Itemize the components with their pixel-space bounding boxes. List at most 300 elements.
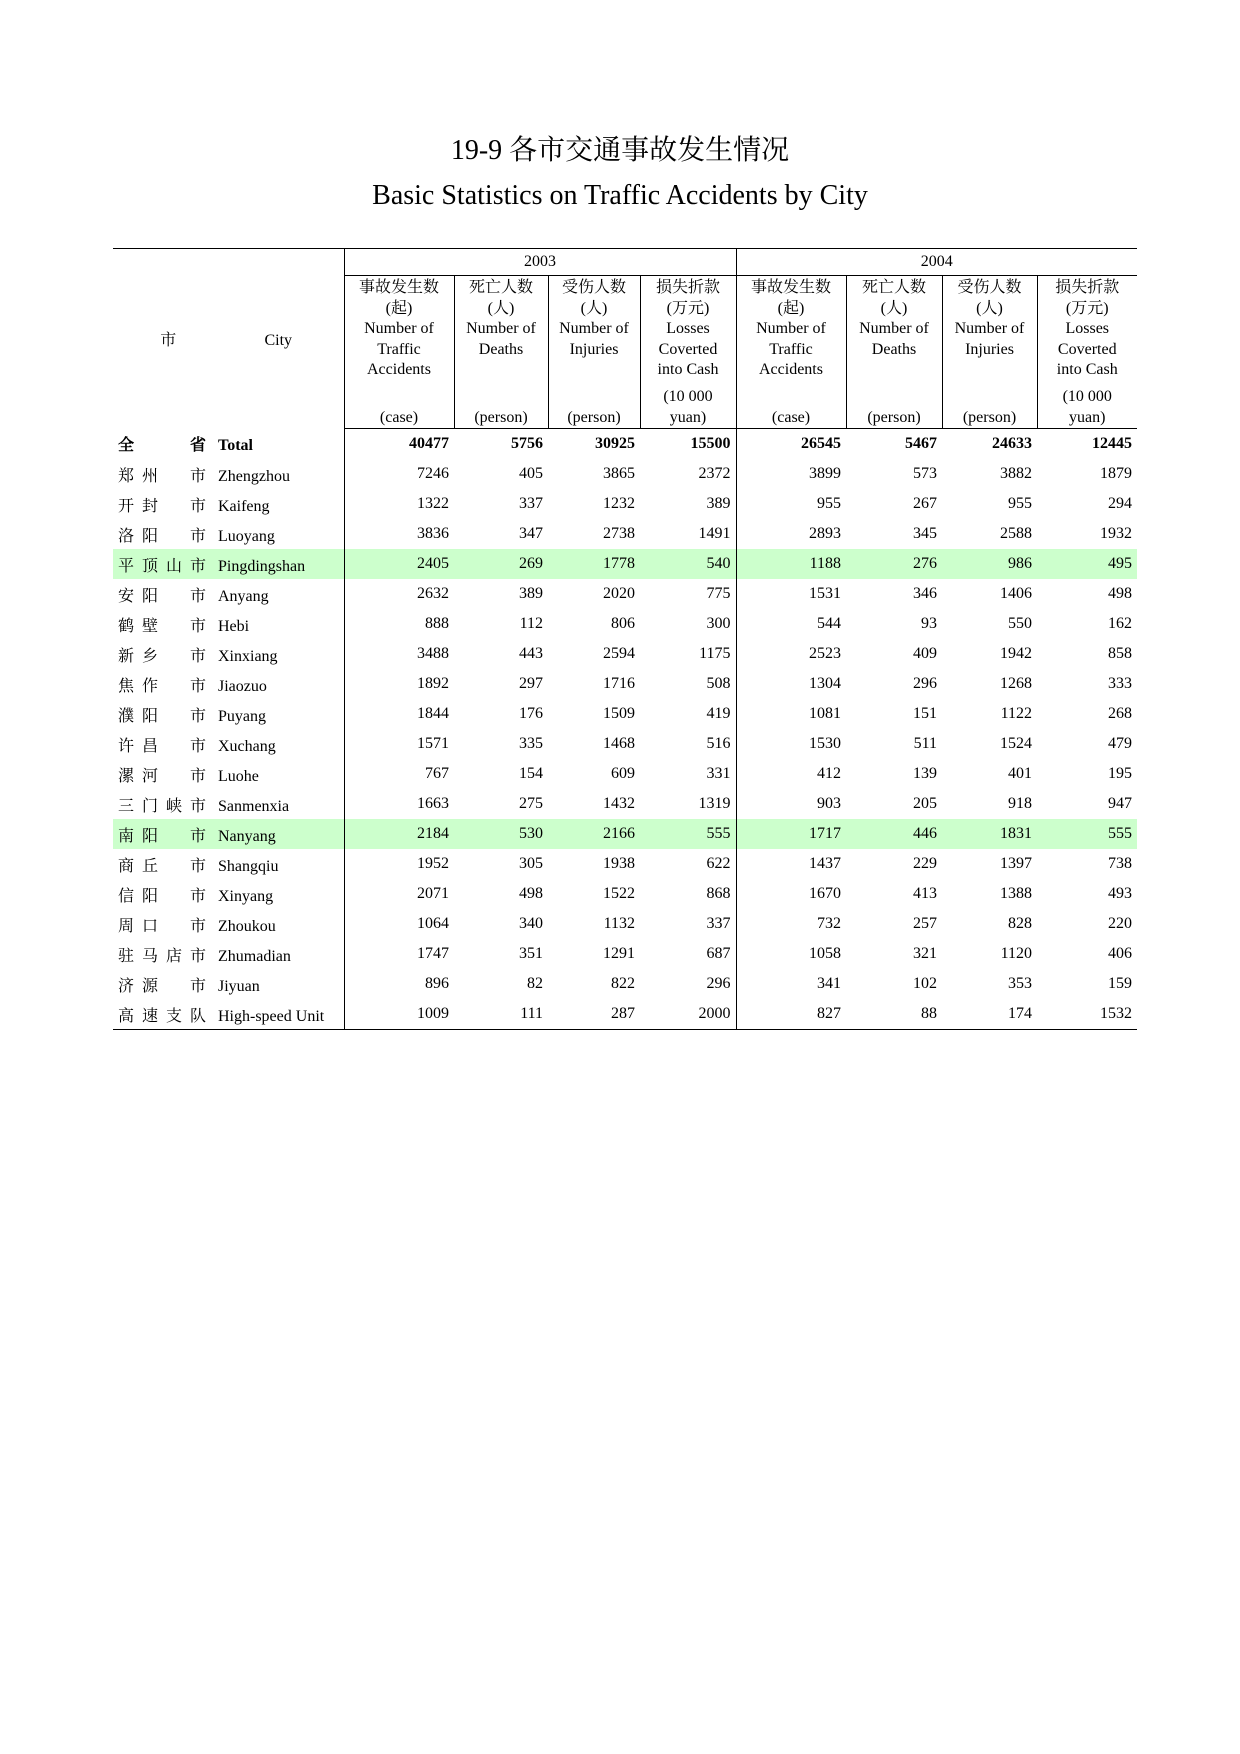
value-cell-2003-2: 287 bbox=[548, 999, 640, 1030]
value-cell-2003-1: 530 bbox=[454, 819, 548, 849]
city-name-cell bbox=[113, 849, 344, 879]
col-header-unit: (10 000 yuan) bbox=[663, 388, 713, 426]
table-row bbox=[113, 789, 1137, 819]
city-name-cn-char: 市 bbox=[190, 887, 207, 905]
city-name-cell bbox=[113, 669, 344, 699]
value-cell-2004-2: 1397 bbox=[1000, 855, 1032, 872]
value-cell-2003-3: 331 bbox=[706, 765, 731, 782]
city-name-cn bbox=[113, 583, 218, 606]
table-row bbox=[113, 909, 1137, 939]
value-cell-2003-2: 806 bbox=[611, 615, 635, 632]
city-name-en: Pingdingshan bbox=[218, 557, 306, 575]
value-cell-2003-1: 5756 bbox=[511, 435, 543, 452]
value-cell-2003-1: 297 bbox=[519, 675, 543, 692]
value-cell-2003-1: 337 bbox=[519, 495, 543, 512]
value-cell-2004-2: 401 bbox=[1008, 765, 1032, 782]
col-header-en: Losses Coverted into Cash bbox=[1056, 320, 1118, 378]
table-row bbox=[113, 519, 1137, 549]
value-cell-2004-3: 495 bbox=[1037, 549, 1137, 579]
col-header-en: Losses Coverted into Cash bbox=[657, 320, 719, 378]
city-name-cn-char: 省 bbox=[190, 437, 207, 455]
value-cell-2004-1: 102 bbox=[913, 975, 937, 992]
value-cell-2003-1: 176 bbox=[519, 705, 543, 722]
value-cell-2004-1: 267 bbox=[913, 495, 937, 512]
value-cell-2003-2: 609 bbox=[611, 765, 635, 782]
city-name-cell bbox=[113, 699, 344, 729]
city-name-cn-char: 市 bbox=[190, 677, 207, 695]
city-name-cn-char: 顶 bbox=[142, 557, 159, 575]
table-row bbox=[113, 819, 1137, 849]
value-cell-2004-1: 296 bbox=[913, 675, 937, 692]
col-header-unit: (10 000 yuan) bbox=[1062, 388, 1112, 426]
value-cell-2003-3: 516 bbox=[706, 735, 731, 752]
city-name-cn-char: 安 bbox=[118, 587, 135, 605]
year-header-row bbox=[113, 249, 1137, 276]
value-cell-2004-0: 827 bbox=[736, 999, 846, 1030]
value-cell-2003-1: 269 bbox=[454, 549, 548, 579]
col-header-en: Number of Deaths bbox=[466, 320, 536, 358]
city-name-cell bbox=[113, 909, 344, 939]
column-header-2004-1 bbox=[846, 276, 942, 429]
value-cell-2003-3: 296 bbox=[706, 975, 731, 992]
city-name-en: Hebi bbox=[218, 617, 250, 635]
city-name-cn bbox=[113, 613, 218, 636]
value-cell-2003-3: 1175 bbox=[699, 645, 731, 662]
city-name-cell bbox=[113, 579, 344, 609]
city-name-cn-char: 商 bbox=[118, 857, 135, 875]
city-name-en: Total bbox=[218, 437, 253, 455]
city-name-cn-char: 市 bbox=[190, 737, 207, 755]
city-name-cn bbox=[113, 853, 218, 876]
city-name-cn-char: 市 bbox=[190, 707, 207, 725]
city-name-cn-char: 周 bbox=[118, 917, 135, 935]
value-cell-2003-2: 1291 bbox=[603, 945, 635, 962]
city-name-cn bbox=[113, 463, 218, 486]
value-cell-2004-2: 986 bbox=[942, 549, 1037, 579]
city-name-cn bbox=[113, 883, 218, 906]
value-cell-2004-2: 828 bbox=[1008, 915, 1032, 932]
value-cell-2004-3: 12445 bbox=[1092, 435, 1132, 452]
city-name-cn-char: 开 bbox=[118, 497, 135, 515]
city-name-cell bbox=[113, 459, 344, 489]
table-row bbox=[113, 759, 1137, 789]
value-cell-2004-3: 947 bbox=[1108, 795, 1132, 812]
table-row bbox=[113, 939, 1137, 969]
city-name-cn-char: 店 bbox=[166, 947, 183, 965]
value-cell-2004-3: 294 bbox=[1108, 495, 1132, 512]
value-cell-2004-3: 268 bbox=[1108, 705, 1132, 722]
city-name-cn-char: 市 bbox=[190, 647, 207, 665]
value-cell-2004-2: 24633 bbox=[992, 435, 1032, 452]
city-name-cn bbox=[113, 823, 218, 846]
city-name-cell bbox=[113, 969, 344, 999]
value-cell-2004-2: 1120 bbox=[1000, 945, 1032, 962]
value-cell-2004-1: 229 bbox=[913, 855, 937, 872]
value-cell-2004-0: 732 bbox=[736, 909, 846, 939]
value-cell-2003-1: 111 bbox=[454, 999, 548, 1030]
col-header-cn: 死亡人数 bbox=[468, 279, 533, 296]
city-name-cell bbox=[113, 609, 344, 639]
city-name-cn-char: 马 bbox=[142, 947, 159, 965]
value-cell-2003-2: 1778 bbox=[548, 549, 640, 579]
table-row bbox=[113, 849, 1137, 879]
table-row bbox=[113, 999, 1137, 1030]
col-header-unit: (person) bbox=[867, 408, 921, 426]
value-cell-2004-2: 1388 bbox=[1000, 885, 1032, 902]
value-cell-2003-1: 405 bbox=[519, 465, 543, 482]
col-header-unit: (person) bbox=[567, 408, 621, 426]
city-name-en: Sanmenxia bbox=[218, 797, 290, 815]
value-cell-2004-3: 162 bbox=[1108, 615, 1132, 632]
col-header-en: Number of Deaths bbox=[859, 320, 929, 358]
value-cell-2003-0: 1952 bbox=[344, 849, 454, 879]
city-name-cn-char: 新 bbox=[118, 647, 135, 665]
value-cell-2004-2: 3882 bbox=[1000, 465, 1032, 482]
city-header-en: City bbox=[264, 332, 293, 350]
value-cell-2004-1: 409 bbox=[913, 645, 937, 662]
value-cell-2003-3: 555 bbox=[640, 819, 736, 849]
value-cell-2003-2: 1232 bbox=[603, 495, 635, 512]
city-name-cn bbox=[113, 673, 218, 696]
value-cell-2004-1: 151 bbox=[913, 705, 937, 722]
value-cell-2003-3: 300 bbox=[706, 615, 731, 632]
value-cell-2004-1: 88 bbox=[846, 999, 942, 1030]
value-cell-2004-1: 321 bbox=[913, 945, 937, 962]
value-cell-2003-0: 3488 bbox=[344, 639, 454, 669]
column-header-2003-1 bbox=[454, 276, 548, 429]
city-name-cn-char: 作 bbox=[142, 677, 159, 695]
table-row bbox=[113, 549, 1137, 579]
value-cell-2004-1: 413 bbox=[913, 885, 937, 902]
value-cell-2003-1: 305 bbox=[519, 855, 543, 872]
city-name-cn-char: 市 bbox=[190, 917, 207, 935]
value-cell-2004-1: 446 bbox=[846, 819, 942, 849]
value-cell-2003-2: 822 bbox=[611, 975, 635, 992]
col-header-cn-unit: (起) bbox=[777, 299, 805, 317]
value-cell-2003-0: 767 bbox=[344, 759, 454, 789]
city-name-cn-char: 支 bbox=[166, 1007, 183, 1025]
city-name-cn-char: 全 bbox=[118, 437, 135, 455]
table-row bbox=[113, 579, 1137, 609]
value-cell-2004-3: 738 bbox=[1108, 855, 1132, 872]
value-cell-2003-1: 389 bbox=[519, 585, 543, 602]
col-header-en: Number of Traffic Accidents bbox=[756, 320, 826, 378]
column-header-2004-0 bbox=[736, 276, 846, 429]
value-cell-2004-3: 220 bbox=[1108, 915, 1132, 932]
value-cell-2004-2: 955 bbox=[1008, 495, 1032, 512]
value-cell-2004-1: 5467 bbox=[905, 435, 937, 452]
city-name-cn-char: 口 bbox=[142, 917, 159, 935]
column-header-2003-3 bbox=[640, 276, 736, 429]
city-name-en: Zhoukou bbox=[218, 917, 276, 935]
city-name-cell bbox=[113, 489, 344, 519]
value-cell-2003-2: 1716 bbox=[603, 675, 635, 692]
value-cell-2004-3: 406 bbox=[1108, 945, 1132, 962]
value-cell-2003-1: 335 bbox=[519, 735, 543, 752]
city-name-cell bbox=[113, 639, 344, 669]
value-cell-2003-0: 2184 bbox=[344, 819, 454, 849]
city-name-cn-char: 阳 bbox=[142, 527, 159, 545]
value-cell-2004-3: 498 bbox=[1108, 585, 1132, 602]
city-name-cn-char: 壁 bbox=[142, 617, 159, 635]
city-name-cn-char: 郑 bbox=[118, 467, 135, 485]
value-cell-2003-3: 508 bbox=[706, 675, 731, 692]
city-name-cn-char: 阳 bbox=[142, 887, 159, 905]
col-header-unit: (case) bbox=[379, 408, 419, 426]
value-cell-2004-3: 555 bbox=[1037, 819, 1137, 849]
statistics-table-container bbox=[113, 248, 1137, 1030]
table-row bbox=[113, 969, 1137, 999]
value-cell-2003-0: 1663 bbox=[344, 789, 454, 819]
value-cell-2003-0: 1064 bbox=[344, 909, 454, 939]
table-row bbox=[113, 879, 1137, 909]
city-name-cell bbox=[113, 549, 344, 579]
value-cell-2004-0: 412 bbox=[736, 759, 846, 789]
table-row bbox=[113, 729, 1137, 759]
city-name-cn-char: 市 bbox=[190, 527, 207, 545]
value-cell-2004-2: 1524 bbox=[1000, 735, 1032, 752]
city-name-cn-char: 市 bbox=[190, 557, 207, 575]
column-header-2004-3 bbox=[1037, 276, 1137, 429]
value-cell-2004-2: 1831 bbox=[942, 819, 1037, 849]
value-cell-2004-1: 345 bbox=[913, 525, 937, 542]
table-row bbox=[113, 459, 1137, 489]
city-name-cn-char: 州 bbox=[142, 467, 159, 485]
total-row bbox=[113, 429, 1137, 460]
value-cell-2003-3: 389 bbox=[706, 495, 731, 512]
value-cell-2003-2: 2594 bbox=[603, 645, 635, 662]
col-header-cn-unit: (人) bbox=[880, 299, 908, 317]
city-name-cn-char: 封 bbox=[142, 497, 159, 515]
col-header-cn: 受伤人数 bbox=[957, 279, 1022, 296]
city-name-cell bbox=[113, 999, 344, 1030]
value-cell-2004-2: 1942 bbox=[1000, 645, 1032, 662]
value-cell-2003-0: 2405 bbox=[344, 549, 454, 579]
value-cell-2003-3: 15500 bbox=[690, 435, 731, 452]
col-header-cn-unit: (人) bbox=[487, 299, 515, 317]
city-name-cn-char: 丘 bbox=[142, 857, 159, 875]
city-name-cell bbox=[113, 939, 344, 969]
city-name-cn-char: 阳 bbox=[142, 707, 159, 725]
value-cell-2003-3: 622 bbox=[706, 855, 731, 872]
city-name-cn-char: 焦 bbox=[118, 677, 135, 695]
city-name-cn-char: 门 bbox=[142, 797, 159, 815]
city-name-en: Xuchang bbox=[218, 737, 276, 755]
city-name-cn-char: 许 bbox=[118, 737, 135, 755]
value-cell-2003-2: 1468 bbox=[603, 735, 635, 752]
value-cell-2004-3: 1932 bbox=[1100, 525, 1132, 542]
city-name-cn-char: 濮 bbox=[118, 707, 135, 725]
value-cell-2003-1: 154 bbox=[519, 765, 543, 782]
city-header-cn: 市 bbox=[160, 332, 177, 350]
value-cell-2003-3: 775 bbox=[706, 585, 731, 602]
city-name-cn bbox=[113, 763, 218, 786]
value-cell-2003-2: 1509 bbox=[603, 705, 635, 722]
value-cell-2004-0: 1304 bbox=[736, 669, 846, 699]
city-name-cn-char: 源 bbox=[142, 977, 159, 995]
value-cell-2004-1: 511 bbox=[913, 735, 937, 752]
city-name-cell bbox=[113, 429, 344, 460]
year-2004-header: 2004 bbox=[736, 249, 1137, 276]
value-cell-2003-3: 868 bbox=[706, 885, 731, 902]
value-cell-2004-2: 1406 bbox=[1000, 585, 1032, 602]
value-cell-2004-0: 1717 bbox=[736, 819, 846, 849]
value-cell-2004-3: 858 bbox=[1108, 645, 1132, 662]
value-cell-2003-0: 1009 bbox=[344, 999, 454, 1030]
value-cell-2003-0: 1571 bbox=[344, 729, 454, 759]
city-name-cn bbox=[113, 493, 218, 516]
city-name-cn-char: 速 bbox=[142, 1007, 159, 1025]
value-cell-2004-0: 955 bbox=[736, 489, 846, 519]
col-header-en: Number of Traffic Accidents bbox=[364, 320, 434, 378]
col-header-unit: (case) bbox=[771, 408, 811, 426]
value-cell-2004-0: 2523 bbox=[736, 639, 846, 669]
value-cell-2003-0: 896 bbox=[344, 969, 454, 999]
city-name-cn-char: 信 bbox=[118, 887, 135, 905]
value-cell-2003-2: 2166 bbox=[548, 819, 640, 849]
col-header-cn-unit: (万元) bbox=[1065, 299, 1109, 317]
value-cell-2003-2: 1432 bbox=[603, 795, 635, 812]
table-row bbox=[113, 489, 1137, 519]
city-name-cn-char: 市 bbox=[190, 467, 207, 485]
city-name-cn bbox=[113, 703, 218, 726]
col-header-cn: 损失折款 bbox=[1055, 279, 1120, 296]
value-cell-2004-3: 493 bbox=[1108, 885, 1132, 902]
value-cell-2003-3: 1491 bbox=[698, 525, 731, 542]
value-cell-2004-0: 903 bbox=[736, 789, 846, 819]
col-header-cn-unit: (人) bbox=[976, 299, 1003, 317]
city-name-cn-char: 南 bbox=[118, 827, 135, 845]
city-name-cn-char: 市 bbox=[190, 977, 207, 995]
city-name-cn bbox=[113, 553, 218, 576]
value-cell-2004-0: 1530 bbox=[736, 729, 846, 759]
year-2003-header: 2003 bbox=[344, 249, 736, 276]
city-name-cn bbox=[113, 523, 218, 546]
city-name-en: Xinyang bbox=[218, 887, 274, 905]
value-cell-2003-2: 2738 bbox=[603, 525, 635, 542]
city-name-cn bbox=[113, 432, 218, 455]
table-body bbox=[113, 429, 1137, 1030]
value-cell-2003-0: 1322 bbox=[344, 489, 454, 519]
value-cell-2003-0: 1844 bbox=[344, 699, 454, 729]
city-name-en: Kaifeng bbox=[218, 497, 270, 515]
city-name-cn-char: 驻 bbox=[118, 947, 135, 965]
value-cell-2004-2: 1122 bbox=[1000, 705, 1032, 722]
value-cell-2003-1: 82 bbox=[527, 975, 543, 992]
title-english: Basic Statistics on Traffic Accidents by City bbox=[372, 180, 868, 211]
city-name-cn-char: 洛 bbox=[118, 527, 135, 545]
col-header-en: Number of Injuries bbox=[954, 320, 1025, 358]
city-name-en: Puyang bbox=[218, 707, 266, 725]
value-cell-2003-3: 1319 bbox=[698, 795, 731, 812]
value-cell-2003-0: 2071 bbox=[344, 879, 454, 909]
value-cell-2003-3: 2372 bbox=[698, 465, 731, 482]
city-name-en: Jiaozuo bbox=[218, 677, 267, 695]
value-cell-2003-3: 687 bbox=[706, 945, 731, 962]
value-cell-2004-0: 1531 bbox=[736, 579, 846, 609]
city-name-cn-char: 平 bbox=[118, 557, 135, 575]
col-header-unit: (person) bbox=[474, 408, 528, 426]
value-cell-2004-0: 1670 bbox=[736, 879, 846, 909]
value-cell-2003-2: 3865 bbox=[603, 465, 635, 482]
value-cell-2003-2: 1522 bbox=[603, 885, 635, 902]
city-name-cn-char: 昌 bbox=[142, 737, 159, 755]
value-cell-2004-3: 195 bbox=[1108, 765, 1132, 782]
col-header-cn-unit: (人) bbox=[580, 299, 608, 317]
city-name-en: Jiyuan bbox=[218, 977, 260, 995]
value-cell-2004-3: 479 bbox=[1108, 735, 1132, 752]
value-cell-2003-1: 347 bbox=[519, 525, 543, 542]
value-cell-2003-2: 1938 bbox=[603, 855, 635, 872]
city-name-cn bbox=[113, 643, 218, 666]
value-cell-2004-0: 3899 bbox=[736, 459, 846, 489]
city-name-cn-char: 山 bbox=[166, 557, 183, 575]
value-cell-2003-1: 275 bbox=[519, 795, 543, 812]
column-header-2003-2 bbox=[548, 276, 640, 429]
city-name-cn-char: 阳 bbox=[142, 587, 159, 605]
city-name-en: Luohe bbox=[218, 767, 259, 785]
value-cell-2003-2: 1132 bbox=[603, 915, 635, 932]
city-name-cn-char: 阳 bbox=[142, 827, 159, 845]
city-name-en: Zhengzhou bbox=[218, 467, 290, 485]
city-name-cn-char: 队 bbox=[190, 1007, 207, 1025]
value-cell-2004-0: 2893 bbox=[736, 519, 846, 549]
city-name-cn bbox=[113, 973, 218, 996]
city-name-en: Anyang bbox=[218, 587, 269, 605]
value-cell-2003-3: 419 bbox=[706, 705, 731, 722]
col-header-cn: 受伤人数 bbox=[561, 279, 626, 296]
city-name-en: Nanyang bbox=[218, 827, 276, 845]
table-row bbox=[113, 699, 1137, 729]
city-name-cn-char: 漯 bbox=[118, 767, 135, 785]
value-cell-2004-1: 276 bbox=[846, 549, 942, 579]
value-cell-2003-0: 7246 bbox=[344, 459, 454, 489]
table-row bbox=[113, 609, 1137, 639]
value-cell-2003-3: 2000 bbox=[640, 999, 736, 1030]
city-name-cn bbox=[113, 943, 218, 966]
value-cell-2003-0: 2632 bbox=[344, 579, 454, 609]
col-header-cn: 损失折款 bbox=[655, 279, 720, 296]
value-cell-2003-2: 30925 bbox=[595, 435, 635, 452]
col-header-en: Number of Injuries bbox=[559, 320, 629, 358]
value-cell-2003-1: 112 bbox=[519, 615, 543, 632]
city-name-cn bbox=[113, 793, 218, 816]
city-name-cn-char: 鹤 bbox=[118, 617, 135, 635]
city-name-cn-char: 峡 bbox=[166, 797, 183, 815]
value-cell-2004-1: 93 bbox=[921, 615, 937, 632]
value-cell-2003-1: 351 bbox=[519, 945, 543, 962]
city-name-cn-char: 河 bbox=[142, 767, 159, 785]
city-name-cn-char: 市 bbox=[190, 617, 207, 635]
city-column-header bbox=[113, 249, 344, 429]
value-cell-2004-1: 573 bbox=[913, 465, 937, 482]
value-cell-2003-0: 40477 bbox=[344, 429, 454, 460]
city-name-cell bbox=[113, 759, 344, 789]
city-name-cn-char: 市 bbox=[190, 827, 207, 845]
value-cell-2003-1: 340 bbox=[519, 915, 543, 932]
col-header-cn: 事故发生数 bbox=[750, 279, 831, 296]
value-cell-2004-0: 341 bbox=[736, 969, 846, 999]
value-cell-2004-2: 1268 bbox=[1000, 675, 1032, 692]
city-name-cn-char: 市 bbox=[190, 767, 207, 785]
value-cell-2004-0: 1188 bbox=[736, 549, 846, 579]
value-cell-2004-3: 1532 bbox=[1037, 999, 1137, 1030]
value-cell-2003-0: 3836 bbox=[344, 519, 454, 549]
table-row bbox=[113, 669, 1137, 699]
value-cell-2004-1: 205 bbox=[913, 795, 937, 812]
table-row bbox=[113, 639, 1137, 669]
value-cell-2004-3: 159 bbox=[1108, 975, 1132, 992]
